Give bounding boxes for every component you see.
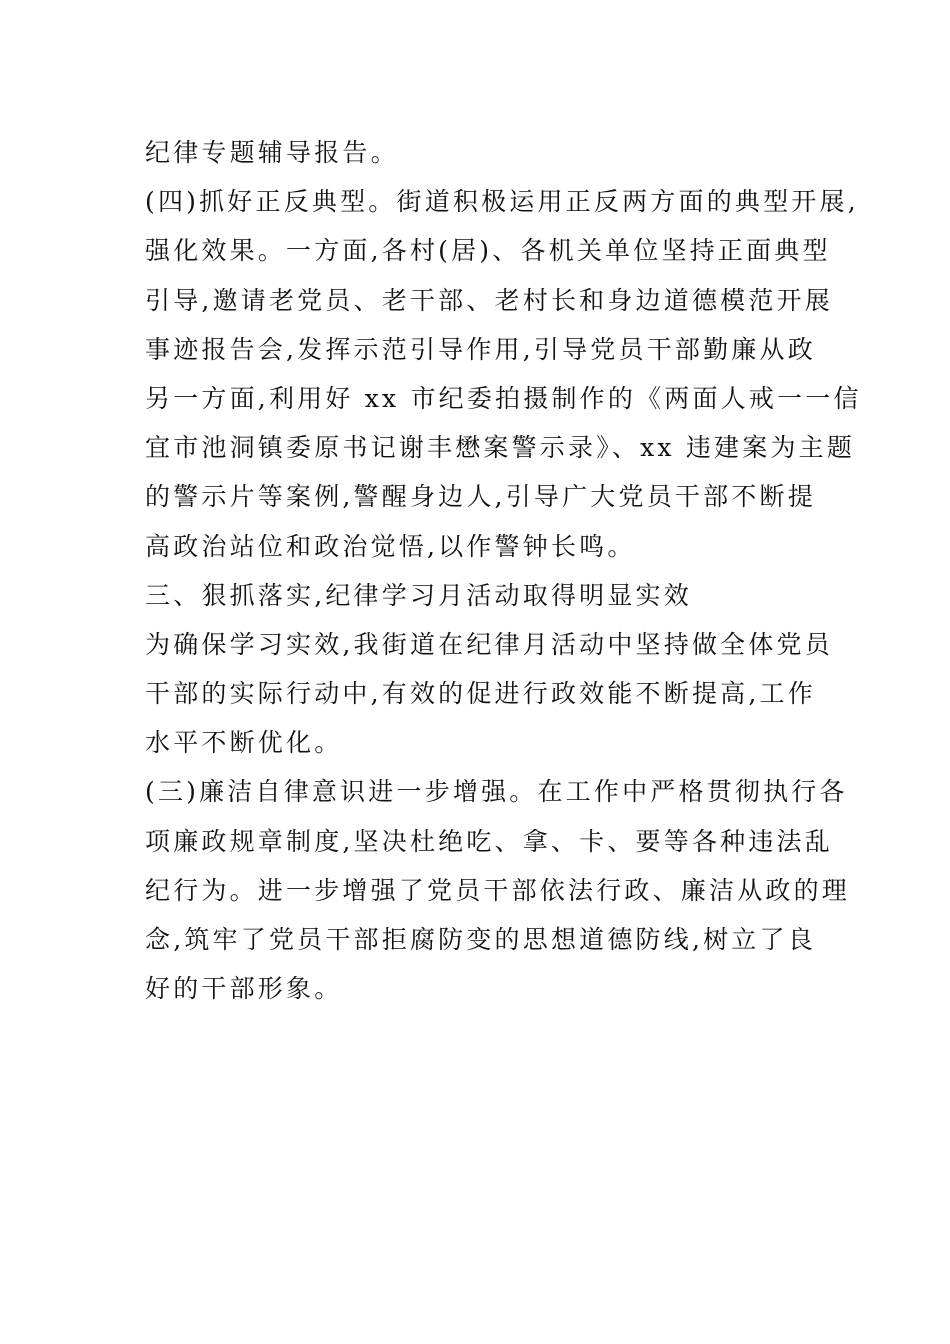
text-line: 事迹报告会,发挥示范引导作用,引导党员干部勤廉从政 — [145, 334, 816, 364]
text-line: 好的干部形象。 — [145, 974, 343, 1004]
text-line: 项廉政规章制度,坚决杜绝吃、拿、卡、要等各种违法乱 — [145, 826, 833, 856]
text-line: 宜市池洞镇委原书记谢丰懋案警示录》、xx 违建案为主题 — [145, 433, 856, 463]
text-line: 水平不断优化。 — [145, 728, 343, 758]
text-line: 念,筑牢了党员干部拒腐防变的思想道德防线,树立了良 — [145, 925, 816, 954]
text-line: 引导,邀请老党员、老干部、老村长和身边道德模范开展 — [145, 285, 833, 315]
text-line: 纪行为。进一步增强了党员干部依法行政、廉洁从政的理 — [145, 875, 851, 905]
text-line: 纪律专题辅导报告。 — [145, 138, 399, 167]
text-line: 为确保学习实效,我街道在纪律月活动中坚持做全体党员 — [145, 629, 833, 659]
text-line: 干部的实际行动中,有效的促进行政效能不断提高,工作 — [145, 679, 816, 709]
text-line: 另一方面,利用好 xx 市纪委拍摄制作的《两面人戒一一信 — [145, 383, 862, 413]
text-line: 高政治站位和政治觉悟,以作警钟长鸣。 — [145, 531, 636, 561]
section-heading: 三、狠抓落实,纪律学习月活动取得明显实效 — [145, 580, 692, 610]
document-body — [145, 128, 862, 1013]
text-line: 的警示片等案例,警醒身边人,引导广大党员干部不断提 — [145, 482, 816, 512]
text-line: (三)廉洁自律意识进一步增强。在工作中严格贯彻执行各 — [145, 777, 848, 807]
text-line: 强化效果。一方面,各村(居)、各机关单位坚持正面典型 — [145, 236, 831, 266]
text-line: (四)抓好正反典型。街道积极运用正反两方面的典型开展, — [145, 187, 859, 217]
